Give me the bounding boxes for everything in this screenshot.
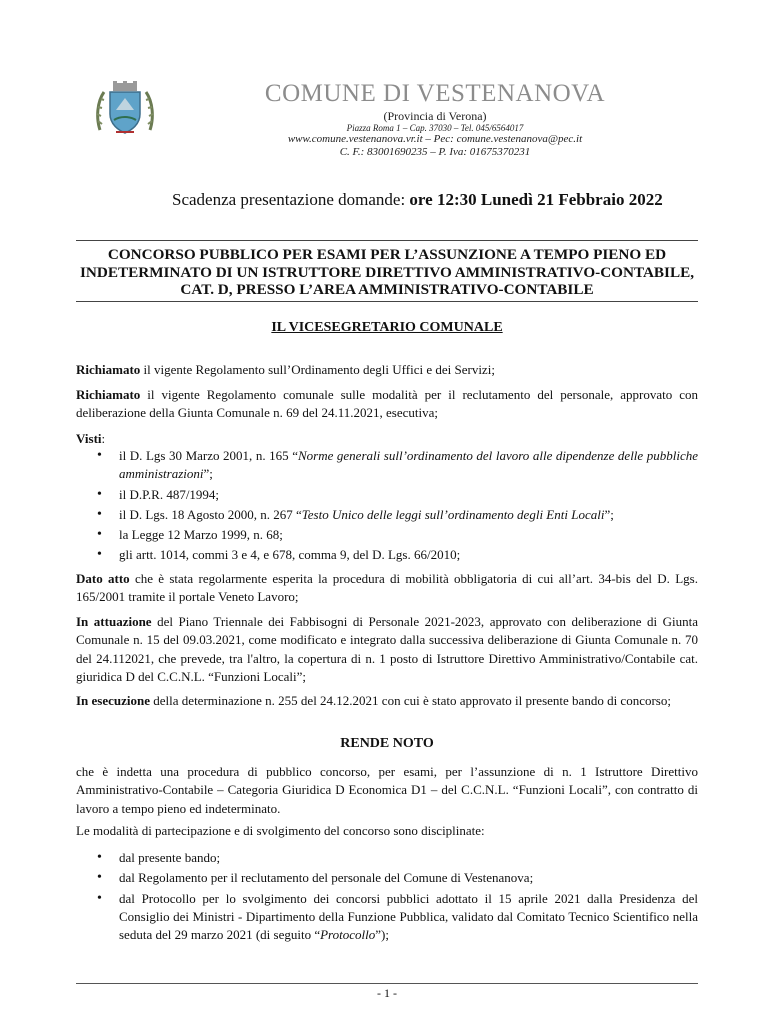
- list-item-text: la Legge 12 Marzo 1999, n. 68;: [119, 527, 283, 543]
- list-item-text: dal Regolamento per il reclutamento del personale del Comune di Vestenanova;: [119, 870, 534, 886]
- list-item: [76, 890, 698, 945]
- paragraph-attuazione: [76, 613, 698, 686]
- dato-atto-text: che è stata regolarmente esperita la procedura di mobilità obbligatoria di cui all’art. 34-bis del D. Lgs. 165/2001 tramite il portale Veneto Lavoro;: [76, 571, 698, 605]
- richiamato-2-bold: Richiamato: [76, 387, 141, 402]
- list-item: [76, 447, 698, 484]
- municipality-title: COMUNE DI VESTENANOVA: [264, 80, 606, 107]
- dato-atto-bold: Dato atto: [76, 571, 130, 586]
- deadline-value: ore 12:30 Lunedì 21 Febbraio 2022: [409, 190, 663, 209]
- list-item-text: dal Protocollo per lo svolgimento dei concorsi pubblici adottato il 15 aprile 2021 dalla Presidenza del Consiglio dei Ministri - Dipartimento della Funzione Pubblica, validato dal Comitato Tecnico Scientifico nella seduta del 29 marzo 2021 (di seguito “: [119, 890, 698, 943]
- fiscal-code-line: C. F.: 83001690235 – P. Iva: 01675370231: [339, 146, 531, 158]
- web-pec-line: www.comune.vestenanova.vr.it – Pec: comune.vestenanova@pec.it: [287, 133, 583, 145]
- attuazione-text: del Piano Triennale dei Fabbisogni di Personale 2021-2023, approvato con deliberazione di Giunta Comunale n. 15 del 09.03.2021, come modificato e integrato dalla successiva deliberazione di Giunta Comunale n. 70 del 24.112021, che prevede, tra l'altro, la copertura di n. 1 posto di Istruttore Direttivo Amministrativo/Contabile cat. giuridica D del C.C.N.L. “Funzioni Locali”;: [76, 614, 698, 684]
- list-item-text: il D. Lgs. 18 Agosto 2000, n. 267 “: [119, 506, 302, 522]
- list-item-text: dal presente bando;: [119, 850, 221, 865]
- rende-noto-heading: RENDE NOTO: [340, 736, 434, 751]
- visti-list: [76, 447, 698, 567]
- list-item-italic: Protocollo: [320, 927, 376, 943]
- list-item: [76, 849, 698, 867]
- list-item: [76, 486, 698, 504]
- attuazione-bold: In attuazione: [76, 614, 152, 629]
- list-item: [76, 869, 698, 887]
- page-number: - 1 -: [377, 986, 397, 1000]
- deadline-label: Scadenza presentazione domande:: [172, 190, 410, 209]
- list-item-text: ”);: [375, 927, 389, 943]
- coat-of-arms-icon: [94, 80, 156, 138]
- richiamato-1-bold: Richiamato: [76, 362, 141, 377]
- list-item-italic: Norme generali sull’ordinamento del lavoro alle dipendenze delle pubbliche amministrazioni: [119, 448, 698, 482]
- discipline-list: [76, 849, 698, 946]
- visti-bold: Visti: [76, 431, 102, 446]
- paragraph-indetta: che è indetta una procedura di pubblico concorso, per esami, per l’assunzione di n. 1 Istruttore Direttivo Amministrativo-Contabile – Categoria Giuridica D Economica D1 – del C.C.N.L. “Funzioni Locali”, con contratto di lavoro a tempo pieno ed indeterminato.: [76, 764, 698, 816]
- visti-text: :: [101, 431, 106, 446]
- title-top-rule: [76, 240, 698, 241]
- deadline-line: [172, 190, 663, 210]
- title-bottom-rule: [76, 301, 698, 302]
- paragraph-esecuzione: [76, 692, 698, 710]
- concorso-title: CONCORSO PUBBLICO PER ESAMI PER L’ASSUNZIONE A TEMPO PIENO ED INDETERMINATO DI UN ISTRUTTORE DIRETTIVO AMMINISTRATIVO-CONTABILE, CAT. D, PRESSO L’AREA AMMINISTRATIVO-CONTABILE: [79, 246, 695, 298]
- list-item-text: gli artt. 1014, commi 3 e 4, e 678, comma 9, del D. Lgs. 66/2010;: [119, 547, 461, 563]
- list-item: [76, 526, 698, 544]
- paragraph-richiamato-1: [76, 361, 698, 379]
- richiamato-2-text: il vigente Regolamento comunale sulle modalità per il reclutamento del personale, approvato con deliberazione della Giunta Comunale n. 69 del 24.11.2021, esecutiva;: [76, 387, 698, 421]
- list-item: [76, 506, 698, 524]
- province-line: (Provincia di Verona): [383, 109, 487, 123]
- list-item-text: il D. Lgs 30 Marzo 2001, n. 165 “: [119, 448, 298, 463]
- list-item: [76, 546, 698, 564]
- paragraph-dato-atto: [76, 570, 698, 607]
- paragraph-modalita: Le modalità di partecipazione e di svolgimento del concorso sono disciplinate:: [76, 823, 485, 838]
- list-item-text: ”;: [604, 506, 614, 522]
- list-item-text: il D.P.R. 487/1994;: [119, 486, 220, 502]
- richiamato-1-text: il vigente Regolamento sull’Ordinamento degli Uffici e dei Servizi;: [140, 362, 495, 377]
- list-item-italic: Testo Unico delle leggi sull’ordinamento degli Enti Locali: [301, 506, 605, 522]
- esecuzione-text: della determinazione n. 255 del 24.12.2021 con cui è stato approvato il presente bando di concorso;: [150, 693, 671, 708]
- paragraph-visti: [76, 430, 698, 448]
- address-line: Piazza Roma 1 – Cap. 37030 – Tel. 045/6564017: [346, 123, 524, 133]
- list-item-text: ”;: [203, 466, 213, 482]
- footer-rule: [76, 983, 698, 984]
- issuer-heading: IL VICESEGRETARIO COMUNALE: [271, 320, 503, 335]
- esecuzione-bold: In esecuzione: [76, 693, 151, 708]
- paragraph-richiamato-2: [76, 386, 698, 423]
